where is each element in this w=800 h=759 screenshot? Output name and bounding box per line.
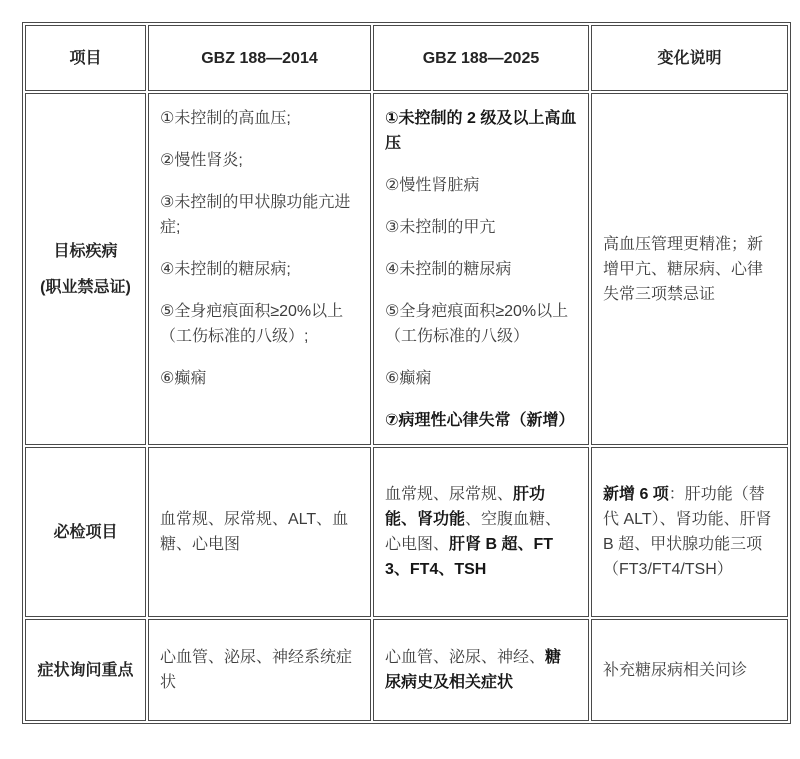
- row-label-target-diseases: [25, 93, 146, 445]
- row-target-diseases: [25, 93, 788, 445]
- cell-paragraph: ⑤全身疤痕面积≥20%以上（工伤标准的八级）;: [160, 303, 344, 345]
- header-col-gbz-2014: GBZ 188—2014: [148, 25, 371, 91]
- cell-paragraph: ④未控制的糖尿病: [385, 261, 512, 278]
- cell-paragraph: ⑦病理性心律失常（新增）: [385, 412, 575, 429]
- cell-paragraph: ⑥癫痫: [160, 370, 207, 387]
- header-row: [25, 25, 788, 91]
- comparison-table: [22, 22, 791, 724]
- header-col-change-notes: 变化说明: [591, 25, 788, 91]
- cell-gbz2014-required-exams: [148, 447, 371, 617]
- row-label-required-exams: [25, 447, 146, 617]
- header-col-item: 项目: [25, 25, 146, 91]
- cell-paragraph: ⑤全身疤痕面积≥20%以上（工伤标准的八级）: [385, 303, 569, 345]
- cell-change-target-diseases: [591, 93, 788, 445]
- cell-change-symptom-inquiry: [591, 619, 788, 721]
- cell-change-required-exams: [591, 447, 788, 617]
- row-label-line: (职业禁忌证): [40, 278, 131, 296]
- cell-paragraph: ⑥癫痫: [385, 370, 432, 387]
- row-label-line: 目标疾病: [53, 242, 118, 260]
- cell-paragraph: ②慢性肾炎;: [160, 152, 243, 169]
- cell-paragraph: ①未控制的高血压;: [160, 110, 291, 127]
- cell-paragraph: ③未控制的甲状腺功能亢进症;: [160, 194, 351, 236]
- cell-paragraph: 补充糖尿病相关问诊: [603, 661, 748, 679]
- cell-paragraph: 血常规、尿常规、ALT、血糖、心电图: [160, 511, 349, 553]
- row-label-line: 必检项目: [53, 523, 118, 541]
- cell-paragraph: 心血管、泌尿、神经、糖尿病史及相关症状: [385, 649, 562, 691]
- cell-paragraph: 高血压管理更精准；新增甲亢、糖尿病、心律失常三项禁忌证: [603, 235, 764, 303]
- cell-paragraph: ②慢性肾脏病: [385, 177, 480, 194]
- cell-paragraph: 心血管、泌尿、神经系统症状: [160, 649, 353, 691]
- row-symptom-inquiry: [25, 619, 788, 721]
- cell-paragraph: ④未控制的糖尿病;: [160, 261, 291, 278]
- cell-paragraph: ①未控制的 2 级及以上高血压: [385, 110, 577, 152]
- cell-gbz2025-required-exams: [373, 447, 589, 617]
- cell-gbz2025-target-diseases: [373, 93, 589, 445]
- row-label-symptom-inquiry: [25, 619, 146, 721]
- cell-paragraph: ③未控制的甲亢: [385, 219, 496, 236]
- cell-paragraph: 血常规、尿常规、肝功能、肾功能、空腹血糖、心电图、肝肾 B 超、FT3、FT4、TSH: [385, 486, 562, 578]
- cell-gbz2025-symptom-inquiry: [373, 619, 589, 721]
- row-label-line: 症状询问重点: [37, 661, 134, 679]
- cell-gbz2014-symptom-inquiry: [148, 619, 371, 721]
- cell-paragraph: 新增 6 项：肝功能（替代 ALT）、肾功能、肝肾 B 超、甲状腺功能三项（FT3/FT4/TSH）: [603, 486, 772, 578]
- row-required-exams: [25, 447, 788, 617]
- cell-gbz2014-target-diseases: [148, 93, 371, 445]
- header-col-gbz-2025: GBZ 188—2025: [373, 25, 589, 91]
